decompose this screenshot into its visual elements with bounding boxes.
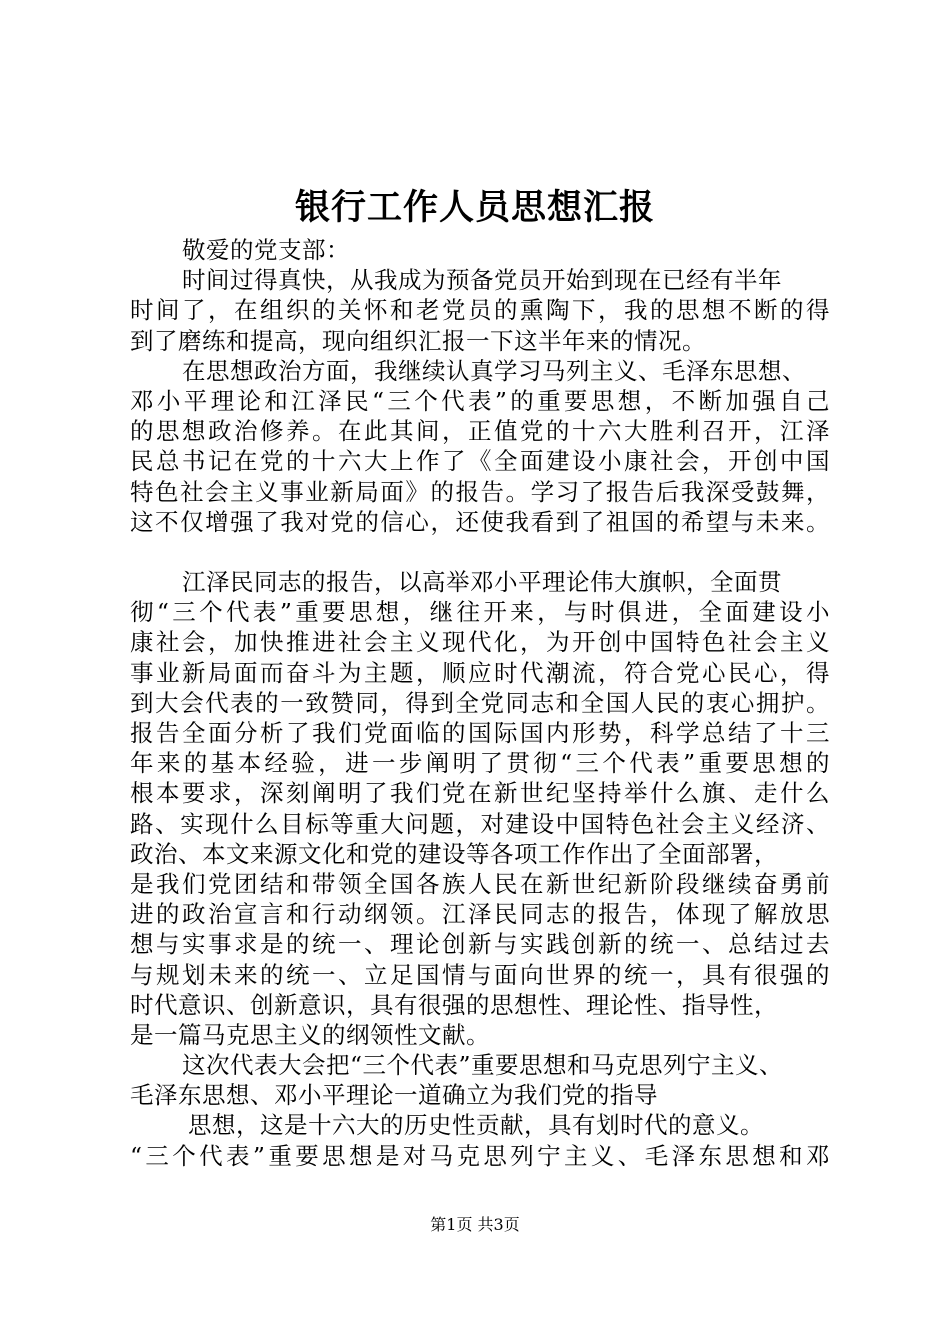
- text-line: 报告全面分析了我们党面临的国际国内形势，科学总结了十三: [130, 719, 830, 747]
- salutation: 敬爱的党支部：: [182, 236, 350, 264]
- text-line: 到了磨练和提高，现向组织汇报一下这半年来的情况。: [130, 326, 706, 355]
- text-line: 与规划未来的统一、立足国情与面向世界的统一，具有很强的: [130, 960, 830, 989]
- text-line: 时代意识、创新意识，具有很强的思想性、理论性、指导性，: [130, 990, 778, 1019]
- text-line: 是我们党团结和带领全国各族人民在新世纪新阶段继续奋勇前: [130, 869, 830, 898]
- text-line: 江泽民同志的报告，以高举邓小平理论伟大旗帜，全面贯: [182, 568, 782, 597]
- text-line: 的思想政治修养。在此其间，正值党的十六大胜利召开，江泽: [130, 417, 830, 446]
- text-line: 这次代表大会把“三个代表”重要思想和马克思列宁主义、: [182, 1051, 784, 1080]
- paragraph-gap: [130, 537, 830, 567]
- text-line: 康社会，加快推进社会主义现代化，为开创中国特色社会主义: [130, 628, 830, 657]
- text-line: 邓小平理论和江泽民“三个代表”的重要思想，不断加强自己: [130, 386, 830, 415]
- text-line: “三个代表”重要思想是对马克思列宁主义、毛泽东思想和邓: [130, 1141, 830, 1170]
- text-line: 路、实现什么目标等重大问题，对建设中国特色社会主义经济、: [130, 809, 830, 838]
- page-footer: 第1页 共3页: [430, 1215, 520, 1234]
- text-line: 事业新局面而奋斗为主题，顺应时代潮流，符合党心民心，得: [130, 658, 830, 687]
- text-line: 想与实事求是的统一、理论创新与实践创新的统一、总结过去: [130, 930, 830, 959]
- text-line: 特色社会主义事业新局面》的报告。学习了报告后我深受鼓舞，: [130, 477, 830, 506]
- text-line: 彻“三个代表”重要思想，继往开来，与时俱进，全面建设小: [130, 598, 830, 627]
- document-body: [130, 235, 830, 1171]
- text-line: 时间过得真快，从我成为预备党员开始到现在已经有半年: [182, 266, 782, 295]
- text-line: 时间了，在组织的关怀和老党员的熏陶下，我的思想不断的得: [130, 296, 830, 325]
- text-line: 思想，这是十六大的历史性贡献，具有划时代的意义。: [188, 1111, 764, 1140]
- text-line: 年来的基本经验，进一步阐明了贯彻“三个代表”重要思想的: [130, 749, 830, 778]
- text-line: 是一篇马克思主义的纲领性文献。: [130, 1020, 490, 1049]
- text-line: 毛泽东思想、邓小平理论一道确立为我们党的指导: [130, 1081, 658, 1110]
- text-line: 在思想政治方面，我继续认真学习马列主义、毛泽东思想、: [182, 356, 806, 385]
- text-line: 到大会代表的一致赞同，得到全党同志和全国人民的衷心拥护。: [130, 688, 830, 717]
- text-line: 进的政治宣言和行动纲领。江泽民同志的报告，体现了解放思: [130, 900, 830, 929]
- text-line: 这不仅增强了我对党的信心，还使我看到了祖国的希望与未来。: [130, 507, 830, 536]
- text-line: 根本要求，深刻阐明了我们党在新世纪坚持举什么旗、走什么: [130, 779, 830, 808]
- document-title: 银行工作人员思想汇报: [294, 187, 655, 228]
- text-line: 政治、本文来源文化和党的建设等各项工作作出了全面部署，: [130, 839, 778, 868]
- text-line: 民总书记在党的十六大上作了《全面建设小康社会，开创中国: [130, 447, 830, 476]
